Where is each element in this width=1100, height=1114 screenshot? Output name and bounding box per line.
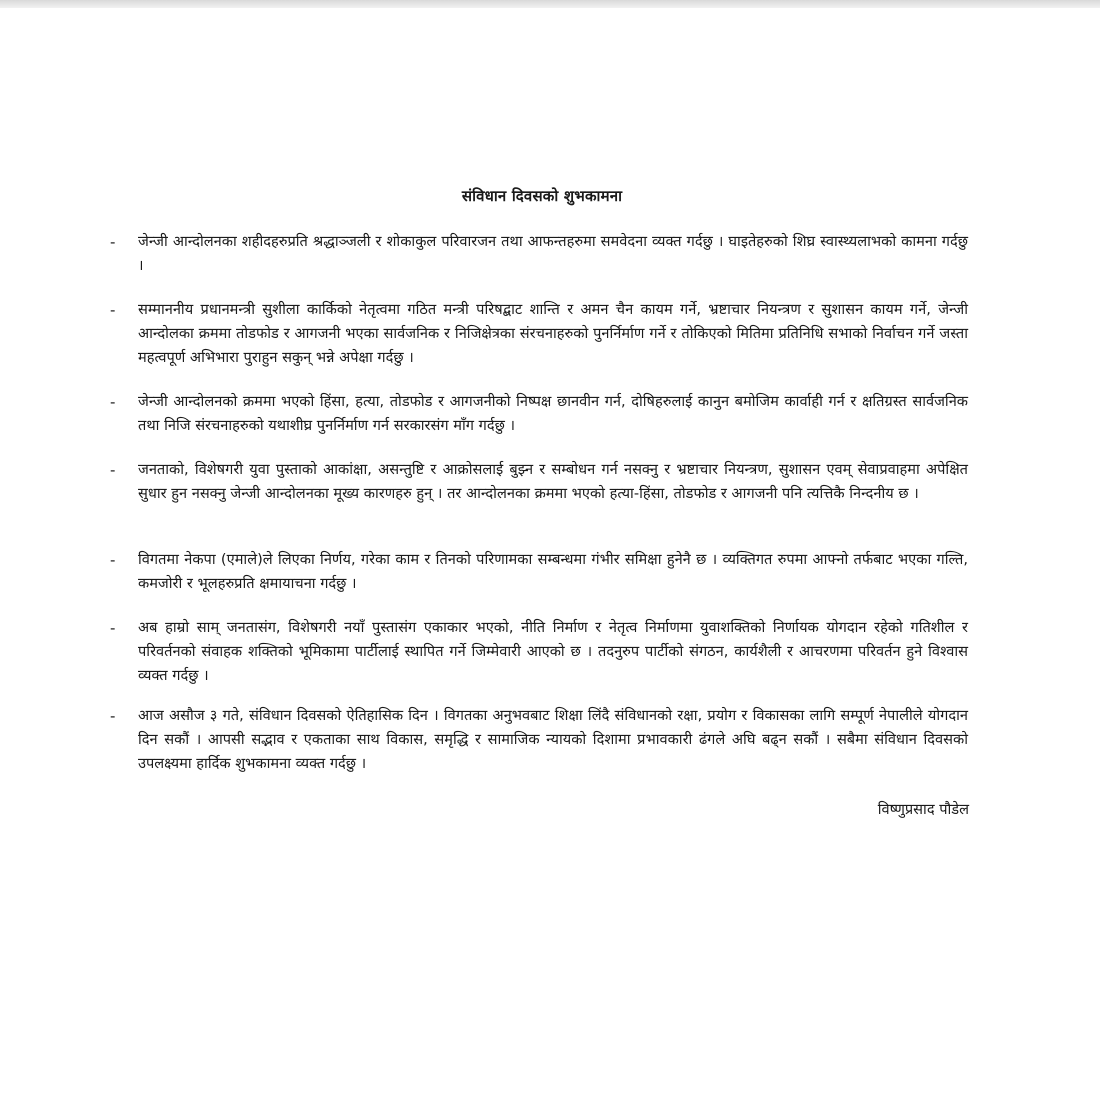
- bullet-dash: -: [110, 461, 116, 479]
- window-top-edge: [0, 0, 1100, 8]
- statement-text: अब हाम्रो साम् जनतासंग, विशेषगरी नयाँ पुस्तासंग एकाकार भएको, नीति निर्माण र नेतृत्व निर्माणमा युवाशक्तिको निर्णायक योगदान रहेको गतिशील र परिवर्तनको संवाहक शक्तिको भूमिकामा पार्टीलाई स्थापित गर्ने जिम्मेवारी आएको छ । तदनुरुप पार्टीको संगठन, कार्यशैली र आचरणमा परिवर्तन हुने विश्वास व्यक्त गर्दछु ।: [138, 619, 968, 684]
- bullet-dash: -: [110, 393, 116, 411]
- document-title: संविधान दिवसको शुभकामना: [461, 187, 623, 205]
- statement-text: सम्माननीय प्रधानमन्त्री सुशीला कार्किको नेतृत्वमा गठित मन्त्री परिषद्बाट शान्ति र अमन चैन कायम गर्ने, भ्रष्टाचार नियन्त्रण र सुशासन कायम गर्ने, जेन्जी आन्दोलका क्रममा तोडफोड र आगजनी भएका सार्वजनिक र निजिक्षेत्रका संरचनाहरुको पुनर्निर्माण गर्ने र तोकिएको मितिमा प्रतिनिधि सभाको निर्वाचन गर्ने जस्ता महत्वपूर्ण अभिभारा पुराहुन सकुन् भन्ने अपेक्षा गर्दछु ।: [138, 301, 968, 366]
- statement-text: आज असौज ३ गते, संविधान दिवसको ऐतिहासिक दिन । विगतका अनुभवबाट शिक्षा लिंदै संविधानको रक्षा, प्रयोग र विकासका लागि सम्पूर्ण नेपालीले योगदान दिन सकौं । आपसी सद्भाव र एकताका साथ विकास, समृद्धि र सामाजिक न्यायको दिशामा प्रभावकारी ढंगले अघि बढ्न सकौं । सबैमा संविधान दिवसको उपलक्ष्यमा हार्दिक शुभकामना व्यक्त गर्दछु ।: [138, 707, 968, 772]
- statement-text: जनताको, विशेषगरी युवा पुस्ताको आकांक्षा, असन्तुष्टि र आक्रोसलाई बुझ्न र सम्बोधन गर्न नसक्नु र भ्रष्टाचार नियन्त्रण, सुशासन एवम् सेवाप्रवाहमा अपेक्षित सुधार हुन नसक्नु जेन्जी आन्दोलनका मूख्य कारणहरु हुन् । तर आन्दोलनका क्रममा भएको हत्या-हिंसा, तोडफोड र आगजनी पनि त्यत्तिकै निन्दनीय छ ।: [138, 461, 968, 502]
- bullet-dash: -: [110, 707, 116, 725]
- document-page: [0, 8, 1100, 1114]
- bullet-dash: -: [110, 551, 116, 569]
- statement-text: जेन्जी आन्दोलनको क्रममा भएको हिंसा, हत्या, तोडफोड र आगजनीको निष्पक्ष छानवीन गर्न, दोषिहरुलाई कानुन बमोजिम कार्वाही गर्न र क्षतिग्रस्त सार्वजनिक तथा निजि संरचनाहरुको यथाशीघ्र पुनर्निर्माण गर्न सरकारसंग माँग गर्दछु ।: [138, 393, 968, 434]
- statement-text: जेन्जी आन्दोलनका शहीदहरुप्रति श्रद्धाञ्जली र शोकाकुल परिवारजन तथा आफन्तहरुमा समवेदना व्यक्त गर्दछु । घाइतेहरुको शिघ्र स्वास्थ्यलाभको कामना गर्दछु ।: [138, 233, 968, 274]
- signature-name: विष्णुप्रसाद पौडेल: [877, 801, 969, 818]
- bullet-dash: -: [110, 301, 116, 319]
- bullet-dash: -: [110, 619, 116, 637]
- bullet-dash: -: [110, 233, 116, 251]
- statement-text: विगतमा नेकपा (एमाले)ले लिएका निर्णय, गरेका काम र तिनको परिणामका सम्बन्धमा गंभीर समिक्षा हुनेनै छ । व्यक्तिगत रुपमा आफ्नो तर्फबाट भएका गल्ति, कमजोरी र भूलहरुप्रति क्षमायाचना गर्दछु ।: [138, 551, 968, 592]
